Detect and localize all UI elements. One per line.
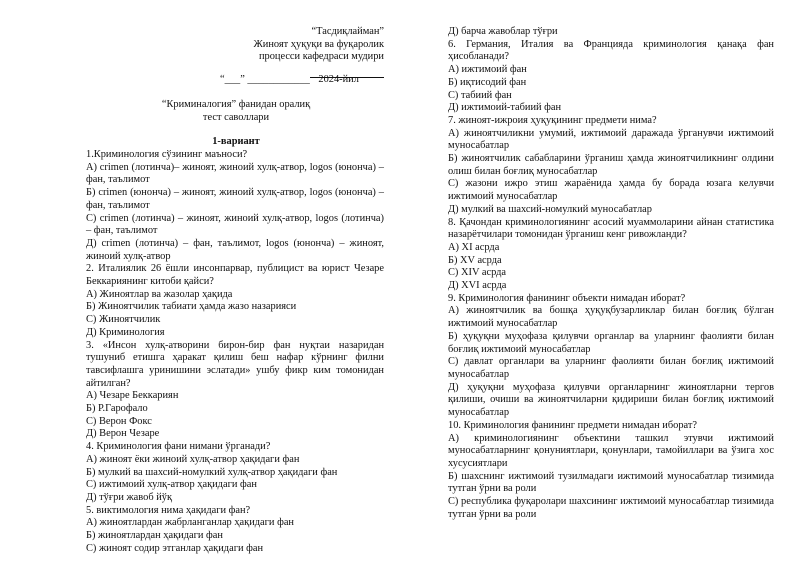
question-text: 10. Криминология фанининг предмети нимадан иборат? — [448, 419, 698, 431]
answer-option: Д) ҳуқуқни муҳофаза қилувчи органларнинг жиноятларни тергов қилиши, очиши ва жиноятчиларни қидириши билан боғлиқ ижтимоий муносабатлар — [448, 381, 774, 419]
answer-option: С) Жиноятчилик — [86, 314, 161, 326]
answer-option: Б) XV асрда — [448, 254, 502, 266]
answer-option: С) Верон Фокс — [86, 415, 152, 427]
question-text: 7. жиноят-ижроия ҳуқуқининг предмети нима? — [448, 114, 657, 126]
answer-option: Б) мулкий ва шахсий-номулкий хулқ-атвор ҳақидаги фан — [86, 466, 338, 478]
date-day: “___” — [220, 74, 245, 85]
answer-option: С) crimen (лотинча) – жиноят, жиноий хулқ-атвор, logos (лотинча) – фан, таълимот — [86, 212, 384, 237]
answer-option: А) жиноятлардан жабрланганлар ҳақидаги фан — [86, 517, 294, 529]
question-text: 4. Криминология фани нимани ўрганади? — [86, 441, 271, 453]
approval-block — [88, 26, 384, 78]
answer-option: Д) XVI асрда — [448, 280, 507, 292]
answer-option: Д) мулкий ва шахсий-номулкий муносабатлар — [448, 203, 652, 215]
question-text: 8. Қачондан криминологиянинг асосий муаммоларини айнан статистика назарётчилари томонидан ўрганиш кенг ривожланди? — [448, 216, 774, 241]
approve-line-1: Жиноят ҳуқуқи ва фуқаролик — [253, 38, 384, 50]
question-text: 1.Криминология сўзининг маъноси? — [86, 149, 248, 160]
answer-option: Д) тўғри жавоб йўқ — [86, 491, 173, 503]
answer-option: Б) иқтисодий фан — [448, 76, 527, 88]
answer-option: С) республика фуқаролари шахсининг ижтимоий муносабатлар тизимида тутган ўрни ва роли — [448, 496, 774, 520]
answer-option: А) жиноятчилик ва бошқа ҳуқуқбузарликлар билан боғлиқ бўлган ижтимоий муносабатлар — [448, 305, 774, 330]
question-text: 3. «Инсон хулқ-атворини бирон-бир фан нуқтаи назаридан тушуниб етишга ҳаракат қилиш беш нафар кўрнинг филни тавсифлашга уринишини эслатади» ушбу фикр ким томонидан айтилган? — [86, 339, 384, 389]
answer-option: Б) жиноятлардан ҳақидаги фан — [86, 530, 223, 542]
answer-option: С) ижтимоий хулқ-атвор ҳақидаги фан — [86, 479, 257, 491]
answer-option: Б) жиноятчилик сабабларини ўрганиш ҳамда жиноятчиликнинг олдини олиш билан боғлиқ муносабатлар — [448, 153, 774, 177]
left-question-list — [86, 149, 384, 556]
title-line-1: “Криминалогия” фанидан оралиқ — [161, 99, 311, 110]
answer-option: Д) барча жавоблар тўғри — [448, 26, 558, 37]
answer-option: Д) Верон Чезаре — [86, 428, 160, 440]
question-text: 5. виктимология нима ҳақидаги фан? — [86, 504, 251, 516]
answer-option: Д) ижтимоий-табиий фан — [448, 102, 562, 114]
variant-heading: 1-вариант — [212, 136, 260, 147]
right-question-list — [448, 26, 774, 521]
answer-option: А) жиноятчиликни умумий, ижтимоий даражада ўрганувчи ижтимоий муносабатлар — [448, 127, 774, 152]
answer-option: Б) Жиноятчилик табиати ҳамда жазо назарияси — [86, 301, 297, 313]
question-text: 9. Криминология фанининг объекти нимадан иборат? — [448, 292, 686, 304]
document-title — [88, 99, 384, 124]
question-text: 6. Германия, Италия ва Францияда криминология қанақа фан ҳисобланади? — [448, 38, 774, 63]
answer-option: Д) crimen (лотинча) – фан, таълимот, logos (юнонча) – жиноят, жиноий хулқ-атвор — [86, 237, 384, 262]
answer-option: С) давлат органлари ва уларнинг фаолияти билан боғлиқ ижтимоий муносабатлар — [448, 356, 774, 380]
answer-option: А) XI асрда — [448, 241, 500, 253]
date-line — [220, 74, 359, 87]
answer-option: Б) ҳуқуқни муҳофаза қилувчи органлар ва уларнинг фаолияти билан боғлиқ ижтимоий муносабатлар — [448, 330, 774, 355]
date-month: ____________ — [247, 74, 310, 85]
title-line-2: тест саволлари — [202, 111, 270, 123]
date-year: 2024-йил — [318, 74, 359, 85]
answer-option: Д) Криминология — [86, 326, 165, 338]
answer-option: Б) Р.Гарофало — [86, 403, 148, 415]
question-text: 2. Италиялик 26 ёшли инсонпарвар, публицист ва юрист Чезаре Беккариянинг китоби қайси? — [86, 263, 384, 288]
approve-label: “Тасдиқлайман” — [311, 26, 384, 37]
answer-option: С) жиноят содир этганлар ҳақидаги фан — [86, 542, 264, 554]
answer-option: С) табиий фан — [448, 89, 512, 101]
answer-option: А) ижтимоий фан — [448, 64, 527, 76]
answer-option: А) Чезаре Беккариян — [86, 390, 179, 402]
answer-option: С) жазони ижро этиш жараёнида ҳамда бу борада юзага келувчи ижтимоий муносабатлар — [448, 178, 774, 203]
answer-option: А) криминологиянинг объектини ташкил этувчи ижтимоий муносабатларнинг қонуниятлари, қонунлари, тамойиллари ва ўзига хос хусусиятлари — [448, 432, 774, 469]
answer-option: Б) crimen (юнонча) – жиноят, жиноий хулқ-атвор, logos (юнонча) – фан, таълимот — [86, 187, 384, 211]
answer-option: А) жиноят ёки жиноий хулқ-атвор ҳақидаги фан — [86, 453, 300, 465]
answer-option: А) crimen (лотинча)– жиноят, жиноий хулқ-атвор, logos (юнонча) – фан, таълимот — [86, 161, 384, 186]
answer-option: Б) шахснинг ижтимоий тузилмадаги ижтимоий муносабатлар тизимида тутган ўрни ва роли — [448, 470, 774, 495]
answer-option: А) Жиноятлар ва жазолар ҳақида — [86, 288, 233, 300]
answer-option: С) XIV асрда — [448, 267, 507, 279]
approve-line-2: процесси кафедраси мудири — [258, 51, 384, 63]
